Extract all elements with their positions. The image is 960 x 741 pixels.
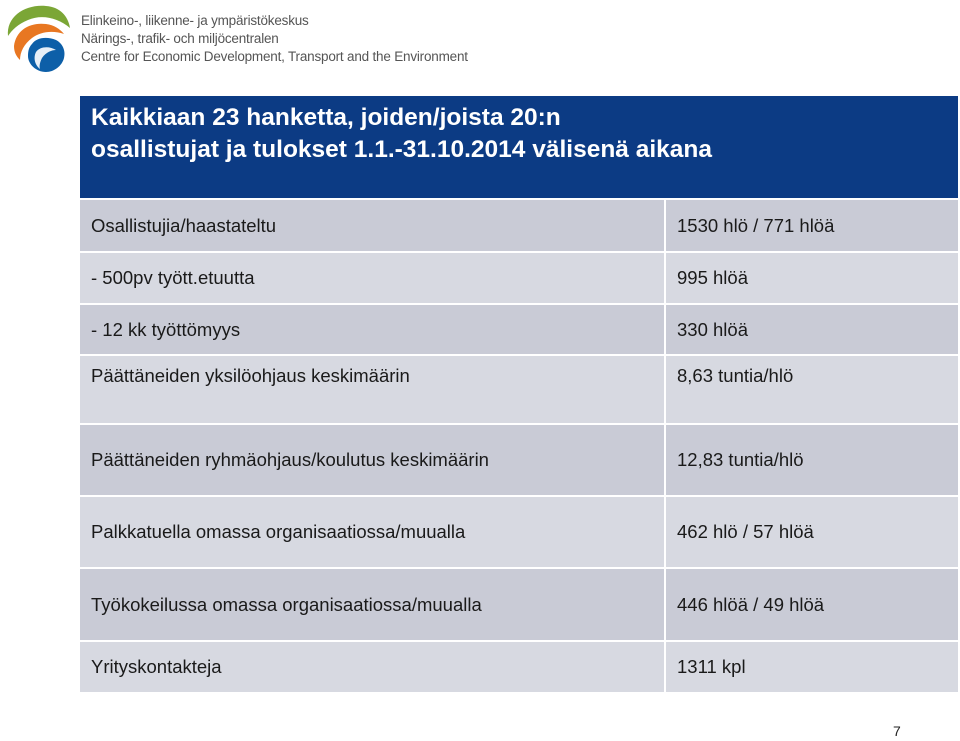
row-value: 995 hlöä (677, 267, 748, 288)
slide-header (0, 0, 960, 80)
table-row (80, 425, 958, 495)
org-name-swedish: Närings-, trafik- och miljöcentralen (81, 31, 279, 46)
row-label: Osallistujia/haastateltu (91, 214, 277, 236)
row-label: - 12 kk työttömyys (91, 318, 241, 340)
row-label: Päättäneiden yksilöohjaus keskimäärin (91, 365, 410, 386)
column-divider (664, 642, 666, 692)
row-value: 1311 kpl (677, 656, 746, 677)
table-title (80, 96, 958, 198)
row-label: Työkokeilussa omassa organisaatiossa/muualla (91, 593, 482, 615)
row-label: Palkkatuella omassa organisaatiossa/muualla (91, 521, 466, 542)
row-value: 330 hlöä (677, 318, 748, 340)
row-value: 462 hlö / 57 hlöä (677, 521, 814, 542)
org-name-finnish: Elinkeino-, liikenne- ja ympäristökeskus (81, 13, 309, 28)
table-row (80, 497, 958, 567)
row-value: 12,83 tuntia/hlö (677, 449, 804, 470)
row-label: Päättäneiden ryhmäohjaus/koulutus keskimäärin (91, 449, 489, 470)
org-name-english: Centre for Economic Development, Transport and the Environment (81, 49, 468, 64)
row-value: 8,63 tuntia/hlö (677, 365, 794, 386)
table-row (80, 356, 958, 423)
table-row (80, 253, 958, 303)
table-title-line-2: osallistujat ja tulokset 1.1.-31.10.2014 välisenä aikana (91, 136, 713, 163)
column-divider (664, 497, 666, 567)
column-divider (664, 200, 666, 251)
table-row (80, 642, 958, 692)
table-row (80, 200, 958, 251)
row-label: - 500pv tyött.etuutta (91, 267, 255, 288)
page-number: 7 (893, 723, 901, 739)
column-divider (664, 425, 666, 495)
column-divider (664, 569, 666, 640)
row-label: Yrityskontakteja (91, 656, 222, 677)
table-title-line-1: Kaikkiaan 23 hanketta, joiden/joista 20:n (91, 104, 561, 131)
column-divider (664, 356, 666, 423)
table-row (80, 305, 958, 354)
column-divider (664, 253, 666, 303)
table-row (80, 569, 958, 640)
column-divider (664, 305, 666, 354)
row-value: 1530 hlö / 771 hlöä (677, 214, 835, 236)
ely-centre-logo-icon (2, 2, 72, 74)
row-value: 446 hlöä / 49 hlöä (677, 593, 825, 615)
organization-name (81, 12, 468, 66)
